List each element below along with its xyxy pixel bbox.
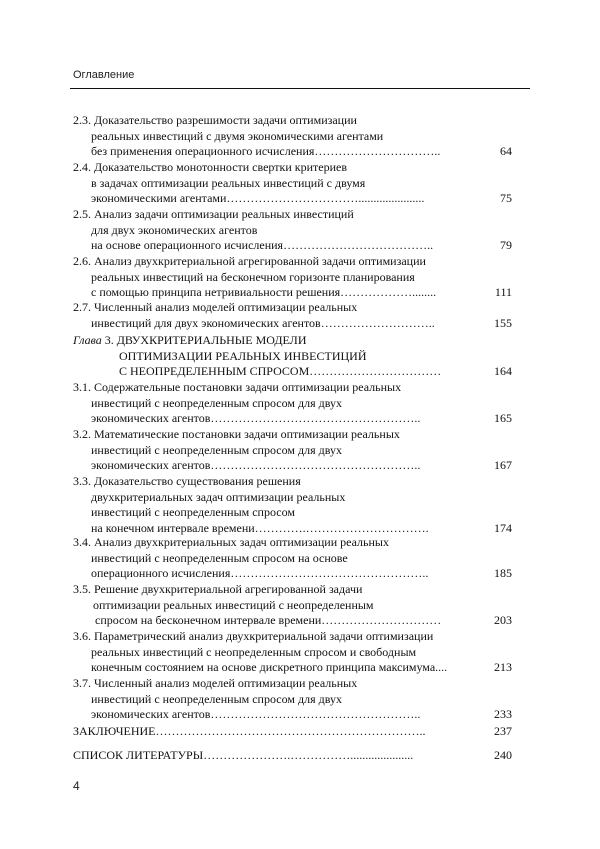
toc-entry-line — [73, 254, 426, 268]
toc-entry-line — [73, 724, 426, 738]
toc-entry-text: 3.2. Математические постановки задачи оптимизации реальных — [73, 427, 400, 441]
toc-entry-text: спросом на бесконечном интервале времени………………………… — [95, 613, 442, 627]
toc-entry-text: 2.4. Доказательство монотонности свертки критериев — [73, 160, 348, 174]
toc-entry-line — [91, 645, 416, 659]
toc-entry-text: на конечном интервале времени………….…………………………. — [91, 520, 429, 535]
toc-entry-line — [73, 535, 389, 549]
toc-entry-line — [73, 300, 357, 314]
toc-entry-text: инвестиций с неопределенным спросом для двух — [91, 442, 342, 457]
toc-entry-line — [73, 748, 413, 762]
toc-entry-line — [91, 490, 345, 504]
toc-entry-text: оптимизации реальных инвестиций с неопределенным — [93, 597, 374, 612]
toc-page-number: 185 — [494, 566, 512, 580]
toc-entry-line — [91, 521, 429, 535]
toc-entry-line — [73, 474, 301, 488]
toc-entry-line — [91, 660, 447, 674]
toc-entry-line — [119, 364, 441, 378]
toc-page-number: 237 — [494, 724, 512, 738]
toc-entry-text: 3.6. Параметрический анализ двухкритериальной задачи оптимизации — [73, 629, 434, 643]
toc-entry-text: 3.4. Анализ двухкритериальных задач оптимизации реальных — [73, 535, 389, 549]
toc-entry-text: 3.1. Содержательные постановки задачи оптимизации реальных — [73, 380, 402, 394]
toc-entry-line — [91, 458, 420, 472]
toc-entry-text: экономических агентов…………………………………………….. — [91, 458, 421, 472]
toc-entry-text: двухкритериальных задач оптимизации реальных — [91, 489, 346, 504]
chapter-prefix: Глава — [73, 333, 105, 347]
toc-entry-text: инвестиций с неопределенным спросом — [91, 505, 295, 519]
toc-entry-line — [93, 598, 374, 612]
header-rule — [70, 88, 530, 89]
toc-page-number: 203 — [494, 613, 512, 627]
toc-page-number: 64 — [500, 144, 512, 158]
toc-entry-line — [91, 285, 436, 299]
toc-entry-line — [73, 427, 400, 441]
toc-entry-line — [119, 349, 367, 363]
toc-entry-text: экономических агентов…………………………………………….. — [91, 707, 421, 721]
toc-entry-text: реальных инвестиций на бесконечном горизонте планирования — [91, 269, 415, 284]
toc-entry-text: ОПТИМИЗАЦИИ РЕАЛЬНЫХ ИНВЕСТИЦИЙ — [119, 348, 367, 363]
toc-entry-text: СПИСОК ЛИТЕРАТУРЫ………………….……………..................... — [73, 748, 414, 762]
toc-entry-text: операционного исчисления………………………………………….. — [91, 566, 429, 580]
toc-page-number: 75 — [500, 191, 512, 205]
toc-entry-line — [73, 333, 306, 347]
toc-entry-text: без применения операционного исчисления………………………….. — [91, 144, 441, 158]
toc-entry-line — [73, 160, 347, 174]
toc-page-number: 164 — [494, 364, 512, 378]
toc-entry-line — [73, 113, 357, 127]
toc-page-number: 165 — [494, 411, 512, 425]
toc-entry-text: конечным состоянием на основе дискретного принципа максимума.... — [91, 660, 448, 674]
toc-entry-line — [91, 411, 420, 425]
toc-entry-line — [91, 692, 342, 706]
toc-entry-line — [91, 396, 342, 410]
toc-entry-line — [91, 238, 433, 252]
toc-entry-line — [73, 582, 362, 596]
toc-page-number: 213 — [494, 660, 512, 674]
toc-entry-text: 2.5. Анализ задачи оптимизации реальных инвестиций — [73, 207, 354, 221]
toc-entry-line — [91, 707, 420, 721]
toc-entry-text: 3. ДВУХКРИТЕРИАЛЬНЫЕ МОДЕЛИ — [104, 333, 307, 347]
toc-page-number: 233 — [494, 707, 512, 721]
toc-page-number: 155 — [494, 315, 512, 330]
toc-entry-text: ЗАКЛЮЧЕНИЕ………………………………………………………….. — [73, 724, 426, 738]
toc-entry-line — [91, 223, 257, 237]
toc-entry-line — [91, 316, 435, 330]
toc-page-number: 167 — [494, 458, 512, 472]
toc-entry-text: с помощью принципа нетривиальности решения………………........ — [91, 285, 437, 299]
toc-entry-text: С НЕОПРЕДЕЛЕННЫМ СПРОСОМ…………………………… — [119, 364, 442, 378]
toc-entry-text: 2.3. Доказательство разрешимости задачи оптимизации — [73, 113, 357, 127]
toc-entry-text: инвестиций с неопределенным спросом на основе — [91, 550, 348, 565]
toc-entry-line — [73, 207, 354, 221]
toc-entry-line — [91, 551, 348, 565]
toc-entry-text: 3.3. Доказательство существования решения — [73, 474, 301, 488]
toc-page-number: 174 — [494, 520, 512, 535]
toc-entry-line — [91, 176, 365, 190]
toc-page-number: 240 — [494, 748, 512, 762]
toc-entry-text: реальных инвестиций с неопределенным спросом и свободным — [91, 644, 417, 659]
toc-entry-line — [91, 191, 424, 205]
toc-entry-line — [73, 380, 401, 394]
toc-entry-line — [73, 676, 357, 690]
toc-page-number: 79 — [500, 238, 512, 252]
toc-entry-text: 3.7. Численный анализ моделей оптимизации реальных — [73, 676, 358, 690]
toc-entry-line — [95, 613, 441, 627]
toc-entry-line — [91, 144, 440, 158]
toc-entry-text: инвестиций для двух экономических агентов……………………….. — [91, 315, 435, 330]
toc-entry-text: в задачах оптимизации реальных инвестиций с двумя — [91, 175, 366, 190]
toc-entry-line — [73, 629, 433, 643]
toc-entry-line — [91, 505, 295, 519]
toc-entry-text: экономическими агентами……………………………...................... — [91, 191, 425, 205]
toc-entry-line — [91, 270, 415, 284]
toc-page-number: 111 — [494, 285, 512, 299]
toc-entry-text: 2.6. Анализ двухкритериальной агрегированной задачи оптимизации — [73, 254, 426, 268]
toc-entry-text: 3.5. Решение двухкритериальной агрегированной задачи — [73, 582, 363, 596]
toc-entry-text: инвестиций с неопределенным спросом для двух — [91, 691, 342, 706]
page-number: 4 — [73, 779, 80, 793]
toc-entry-text: 2.7. Численный анализ моделей оптимизации реальных — [73, 300, 358, 314]
toc-entry-line — [91, 129, 383, 143]
toc-entry-line — [91, 443, 342, 457]
toc-entry-text: экономических агентов…………………………………………….. — [91, 411, 421, 425]
toc-entry-text: для двух экономических агентов — [91, 222, 258, 237]
toc-entry-line — [91, 566, 428, 580]
running-header: Оглавление — [73, 69, 135, 81]
toc-entry-text: реальных инвестиций с двумя экономическими агентами — [91, 128, 384, 143]
toc-entry-text: на основе операционного исчисления……………………………….. — [91, 238, 434, 252]
toc-entry-text: инвестиций с неопределенным спросом для двух — [91, 395, 342, 410]
